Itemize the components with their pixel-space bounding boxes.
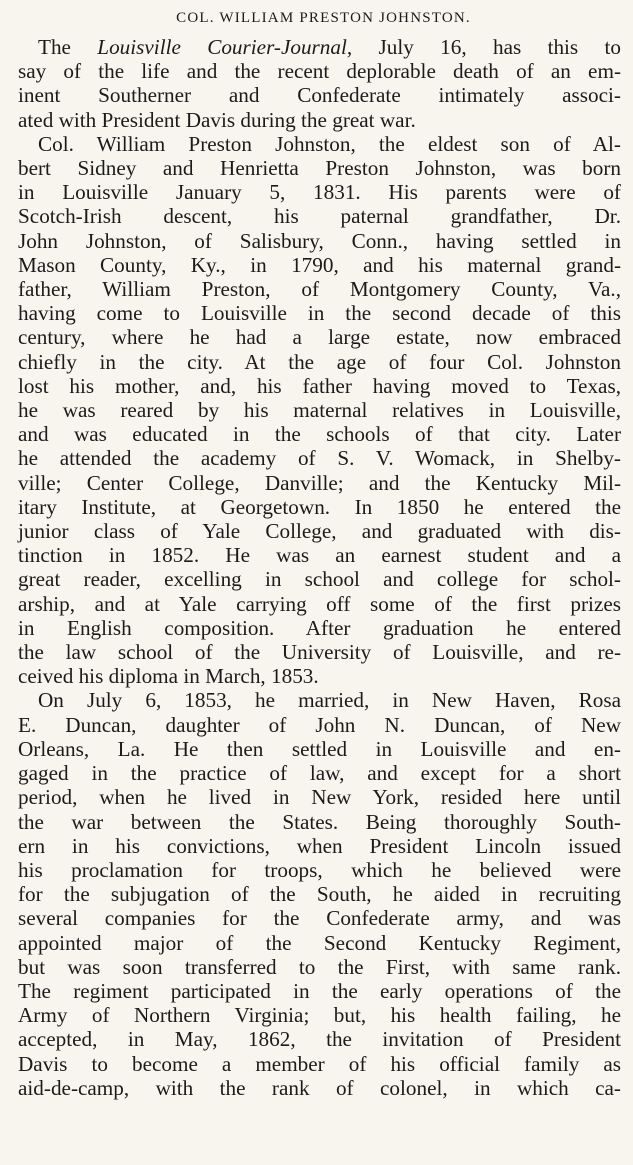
text-line: junior class of Yale College, and graduated with dis- — [18, 519, 621, 544]
text-line: bert Sidney and Henrietta Preston Johnston, was born — [18, 156, 621, 181]
paragraph-marriage-war — [18, 688, 621, 1099]
text-line: Orleans, La. He then settled in Louisville and en- — [18, 736, 621, 761]
text-line: and was educated in the schools of that city. Later — [18, 422, 621, 447]
text-line: period, when he lived in New York, resided here until — [18, 785, 621, 810]
text-line: he attended the academy of S. V. Womack, in Shelby- — [18, 446, 621, 471]
text-line: lost his mother, and, his father having moved to Texas, — [18, 373, 621, 398]
text-line: The regiment participated in the early operations of the — [18, 978, 621, 1003]
text-line: he was reared by his maternal relatives in Louisville, — [18, 398, 621, 423]
text-line: gaged in the practice of law, and except for a short — [18, 761, 621, 786]
text-line: Army of Northern Virginia; but, his health failing, he — [18, 1003, 621, 1028]
text-line: in English composition. After graduation he entered — [18, 615, 621, 640]
text-line: Mason County, Ky., in 1790, and his maternal grand- — [18, 252, 621, 277]
text-line: having come to Louisville in the second decade of this — [18, 301, 621, 326]
text-line: in Louisville January 5, 1831. His parents were of — [18, 180, 621, 205]
text-line: the war between the States. Being thoroughly South- — [18, 809, 621, 834]
text-line: ated with President Davis during the great war. — [18, 107, 416, 132]
text-line: say of the life and the recent deplorable death of an em- — [18, 59, 621, 84]
text-line: father, William Preston, of Montgomery County, Va., — [18, 277, 621, 302]
text-line: John Johnston, of Salisbury, Conn., having settled in — [18, 228, 621, 253]
paragraph-early-life — [18, 132, 621, 689]
text-line: E. Duncan, daughter of John N. Duncan, of New — [18, 712, 621, 737]
text-line: ern in his convictions, when President Lincoln issued — [18, 833, 621, 858]
text-line: great reader, excelling in school and college for schol- — [18, 567, 621, 592]
text-line: inent Southerner and Confederate intimately associ- — [18, 83, 621, 108]
text-line: tinction in 1852. He was an earnest student and a — [18, 543, 621, 568]
text-line: arship, and at Yale carrying off some of the first prizes — [18, 591, 621, 616]
article-heading: COL. WILLIAM PRESTON JOHNSTON. — [176, 10, 471, 26]
text-line: appointed major of the Second Kentucky Regiment, — [18, 930, 621, 955]
text-line: Col. William Preston Johnston, the eldest son of Al- — [38, 131, 621, 156]
text-line: chiefly in the city. At the age of four Col. Johnston — [18, 349, 621, 374]
text-line: ville; Center College, Danville; and the Kentucky Mil- — [18, 470, 621, 495]
text-line: accepted, in May, 1862, the invitation of President — [18, 1027, 621, 1052]
text-line: the law school of the University of Louisville, and re- — [18, 640, 621, 665]
text-line: for the subjugation of the South, he aided in recruiting — [18, 882, 621, 907]
text-line: century, where he had a large estate, now embraced — [18, 325, 621, 350]
text-line: Davis to become a member of his official family as — [18, 1051, 621, 1076]
text-line: On July 6, 1853, he married, in New Haven, Rosa — [38, 688, 621, 713]
text-line: ceived his diploma in March, 1853. — [18, 664, 319, 689]
text-line: several companies for the Confederate army, and was — [18, 906, 621, 931]
text-line: itary Institute, at Georgetown. In 1850 he entered the — [18, 494, 621, 519]
newspaper-title: Louisville Courier-Journal, — [97, 35, 353, 59]
text-line: his proclamation for troops, which he believed were — [18, 857, 621, 882]
text-line: The Louisville Courier-Journal, July 16, has this to — [38, 35, 622, 59]
text-line: aid-de-camp, with the rank of colonel, in which ca- — [18, 1075, 621, 1100]
text-line: Scotch-Irish descent, his paternal grandfather, Dr. — [18, 204, 621, 229]
text-line: but was soon transferred to the First, with same rank. — [18, 954, 621, 979]
paragraph-intro — [18, 35, 621, 132]
